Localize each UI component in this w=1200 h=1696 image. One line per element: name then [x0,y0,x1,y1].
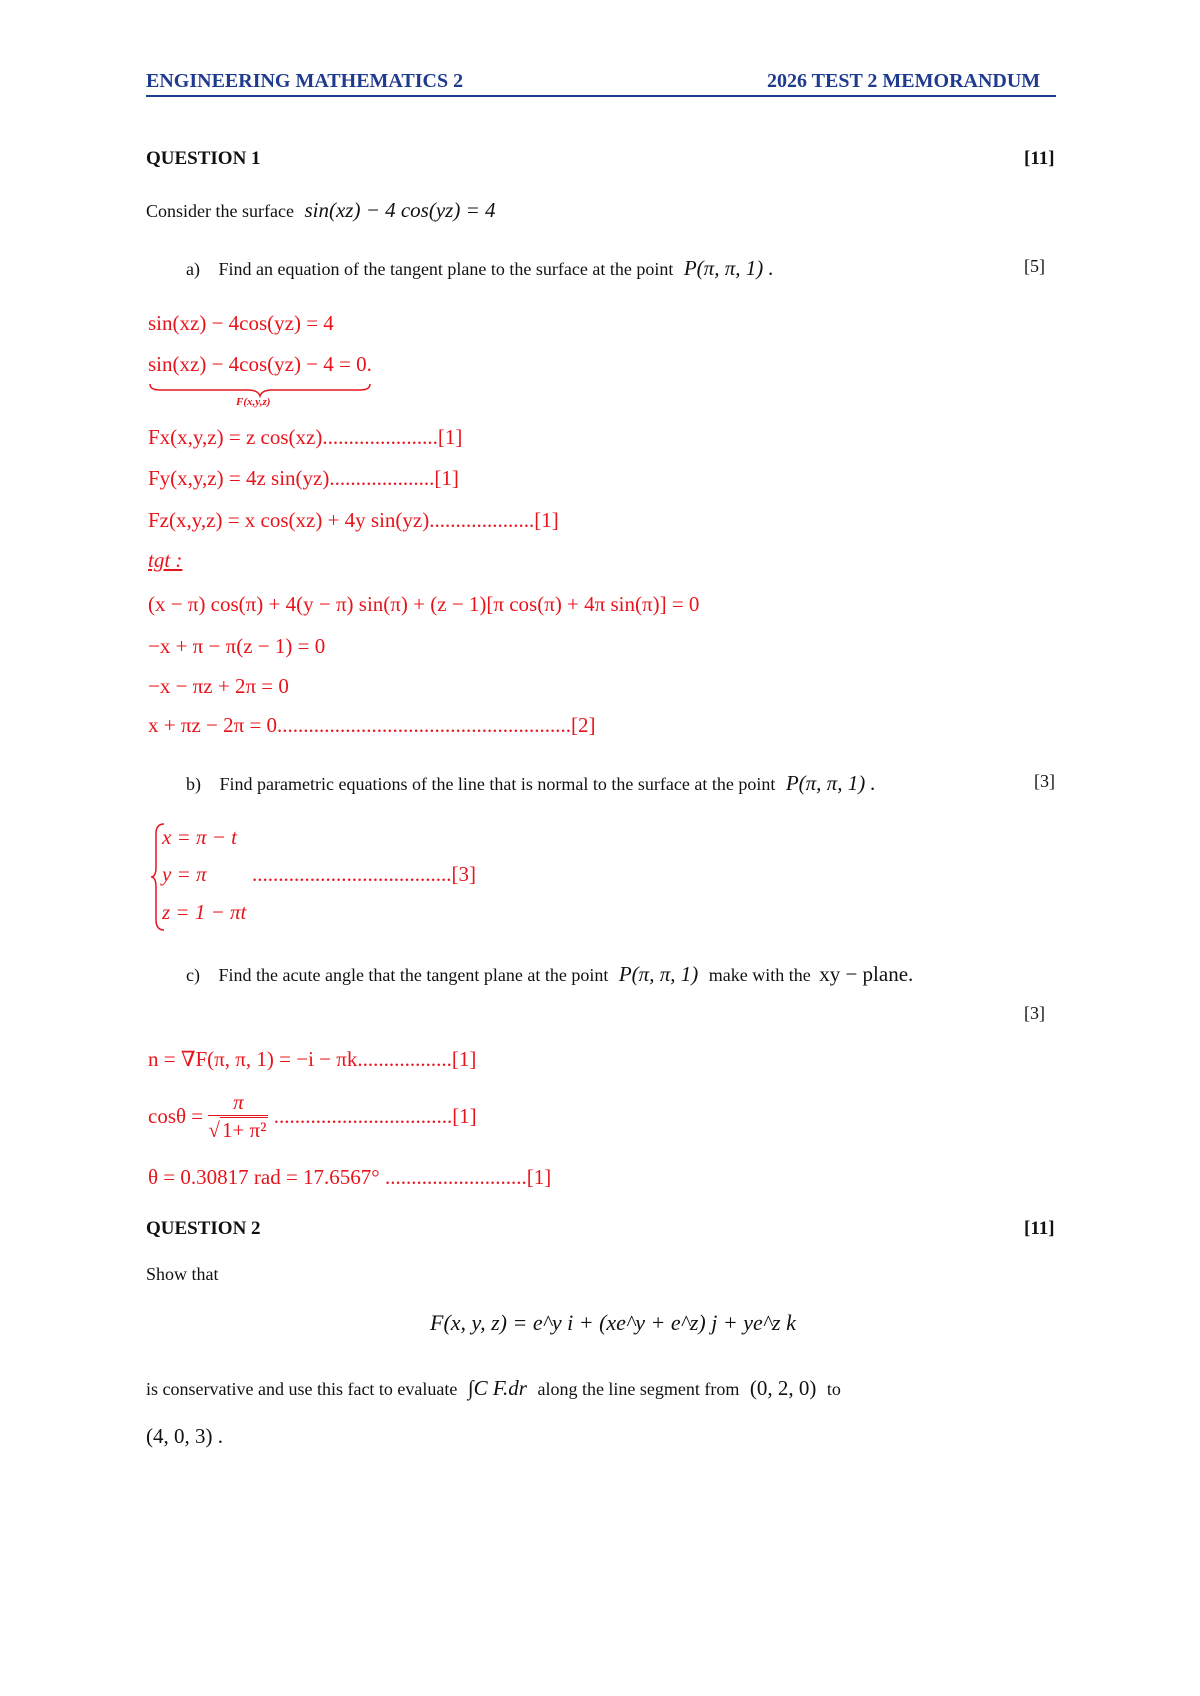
q1b-label: b) [186,774,201,794]
q2-from: (0, 2, 0) [749,1376,817,1400]
q1c-cos [148,1090,477,1143]
q1a-line-s1: −x + π − π(z − 1) = 0 [148,634,326,658]
q1-marks: [11] [1024,148,1055,169]
q1a-tgt: tgt : [148,548,183,572]
cos-mark: ..................................[1] [273,1104,477,1128]
q1a-label: a) [186,259,200,279]
q1a-line-2: sin(xz) − 4cos(yz) − 4 = 0. [148,352,372,376]
q2-show: Show that [146,1264,219,1284]
q1b-marks: [3] [1034,771,1055,791]
q1c-prompt [186,962,913,987]
q1a-line-plane: (x − π) cos(π) + 4(y − π) sin(π) + (z − 1)[π cos(π) + 4π sin(π)] = 0 [148,592,700,616]
q1a-text: Find an equation of the tangent plane to the surface at the point [218,259,674,279]
q1-intro [146,198,496,223]
q1a-line-fx: Fx(x,y,z) = z cos(xz)......................[1] [148,425,463,449]
q1a-line-fy: Fy(x,y,z) = 4z sin(yz)....................[1] [148,466,459,490]
header-rule [146,95,1056,97]
q2-title: QUESTION 2 [146,1218,261,1239]
q1a-point: P(π, π, 1) . [683,256,774,280]
q1a-line-s2: −x − πz + 2π = 0 [148,674,289,698]
q1-title: QUESTION 1 [146,148,261,169]
q1c-text2: make with the [708,965,811,985]
q1b-mark-line: ......................................[3] [252,862,476,886]
q1a-line-1: sin(xz) − 4cos(yz) = 4 [148,311,334,335]
q1a-line-final: x + πz − 2π = 0........................................................[2] [148,713,596,737]
q2-to-word: to [826,1379,841,1399]
cos-radicand: 1+ π² [221,1118,267,1142]
q2-integral: ∫C F.dr [467,1376,527,1400]
q1b-eq-y: y = π [162,862,207,886]
q2-text-line [146,1376,841,1401]
q1c-point: P(π, π, 1) [618,962,699,986]
q2-to-point: (4, 0, 3) . [146,1424,223,1448]
q1a-prompt [186,256,774,281]
q1a-marks: [5] [1024,256,1045,276]
q2-field: F(x, y, z) = e^y i + (xe^y + e^z) j + ye^z k [430,1310,796,1335]
q1b-point: P(π, π, 1) . [785,771,876,795]
q1c-marks: [3] [1024,1003,1045,1023]
q2-text1: is conservative and use this fact to evaluate [146,1379,458,1399]
q1b-eq-z: z = 1 − πt [162,900,247,924]
cos-denominator: √1+ π² [208,1118,267,1142]
q1b-text: Find parametric equations of the line that is normal to the surface at the point [219,774,776,794]
cos-fraction [208,1090,268,1143]
q1c-label: c) [186,965,200,985]
q2-text2: along the line segment from [537,1379,740,1399]
q1a-line-fz: Fz(x,y,z) = x cos(xz) + 4y sin(yz)....................[1] [148,508,559,532]
header-left: ENGINEERING MATHEMATICS 2 [146,70,464,92]
underbrace-label: F(x,y,z) [236,396,271,408]
q2-marks: [11] [1024,1218,1055,1239]
cos-numerator: π [208,1090,268,1116]
q1c-text: Find the acute angle that the tangent plane at the point [218,965,609,985]
q1b-prompt [186,771,876,796]
q1-surface: sin(xz) − 4 cos(yz) = 4 [304,198,496,222]
header-right: 2026 TEST 2 MEMORANDUM [767,70,1041,92]
q1b-eq-x: x = π − t [162,825,238,849]
q1c-normal: n = ∇F(π, π, 1) = −i − πk..................[1] [148,1047,477,1071]
q1-intro-text: Consider the surface [146,201,294,221]
cos-lhs: cosθ = [148,1104,204,1128]
q1c-plane: xy − plane. [819,962,914,986]
q1c-theta: θ = 0.30817 rad = 17.6567° ...........................[1] [148,1165,552,1189]
